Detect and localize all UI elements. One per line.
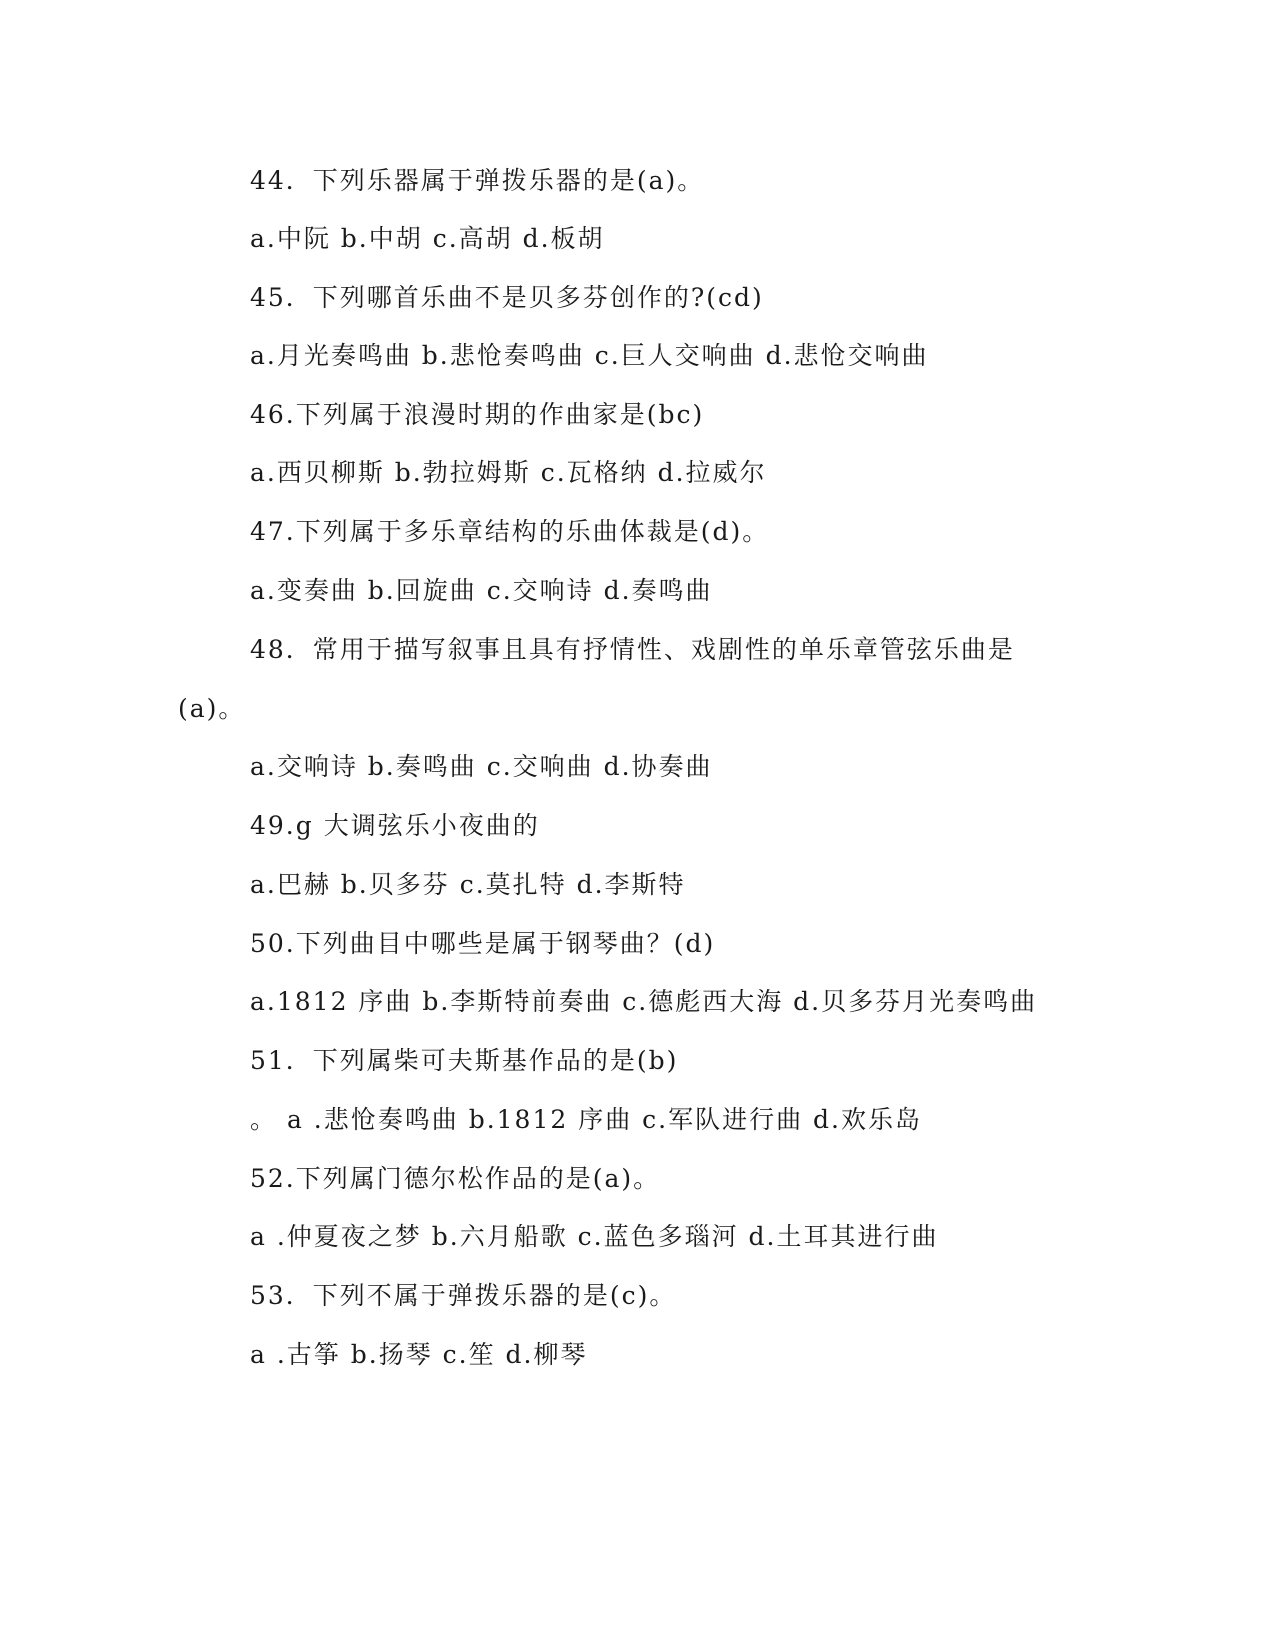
options-49: a.巴赫 b.贝多芬 c.莫扎特 d.李斯特 (250, 870, 686, 899)
options-44: a.中阮 b.中胡 c.高胡 d.板胡 (250, 224, 605, 253)
question-48-continuation: (a)。 (178, 694, 246, 723)
options-51: 。 a .悲怆奏鸣曲 b.1812 序曲 c.军队进行曲 d.欢乐岛 (250, 1105, 923, 1134)
question-45: 45．下列哪首乐曲不是贝多芬创作的?(cd) (250, 283, 764, 312)
question-53: 53．下列不属于弹拨乐器的是(c)。 (250, 1281, 677, 1310)
question-44: 44．下列乐器属于弹拨乐器的是(a)。 (250, 166, 705, 195)
question-49: 49.g 大调弦乐小夜曲的 (250, 811, 540, 840)
options-45: a.月光奏鸣曲 b.悲怆奏鸣曲 c.巨人交响曲 d.悲怆交响曲 (250, 341, 929, 370)
options-46: a.西贝柳斯 b.勃拉姆斯 c.瓦格纳 d.拉威尔 (250, 458, 767, 487)
question-50: 50.下列曲目中哪些是属于钢琴曲？(d) (250, 929, 716, 958)
question-47: 47.下列属于多乐章结构的乐曲体裁是(d)。 (250, 517, 770, 546)
options-47: a.变奏曲 b.回旋曲 c.交响诗 d.奏鸣曲 (250, 576, 713, 605)
options-50: a.1812 序曲 b.李斯特前奏曲 c.德彪西大海 d.贝多芬月光奏鸣曲 (250, 987, 1038, 1016)
question-46: 46.下列属于浪漫时期的作曲家是(bc) (250, 400, 705, 429)
options-52: a .仲夏夜之梦 b.六月船歌 c.蓝色多瑙河 d.土耳其进行曲 (250, 1222, 939, 1251)
question-48: 48．常用于描写叙事且具有抒情性、戏剧性的单乐章管弦乐曲是 (250, 635, 1015, 664)
options-48: a.交响诗 b.奏鸣曲 c.交响曲 d.协奏曲 (250, 752, 713, 781)
question-52: 52.下列属门德尔松作品的是(a)。 (250, 1164, 661, 1193)
question-51: 51．下列属柴可夫斯基作品的是(b) (250, 1046, 679, 1075)
options-53: a .古筝 b.扬琴 c.笙 d.柳琴 (250, 1340, 588, 1369)
